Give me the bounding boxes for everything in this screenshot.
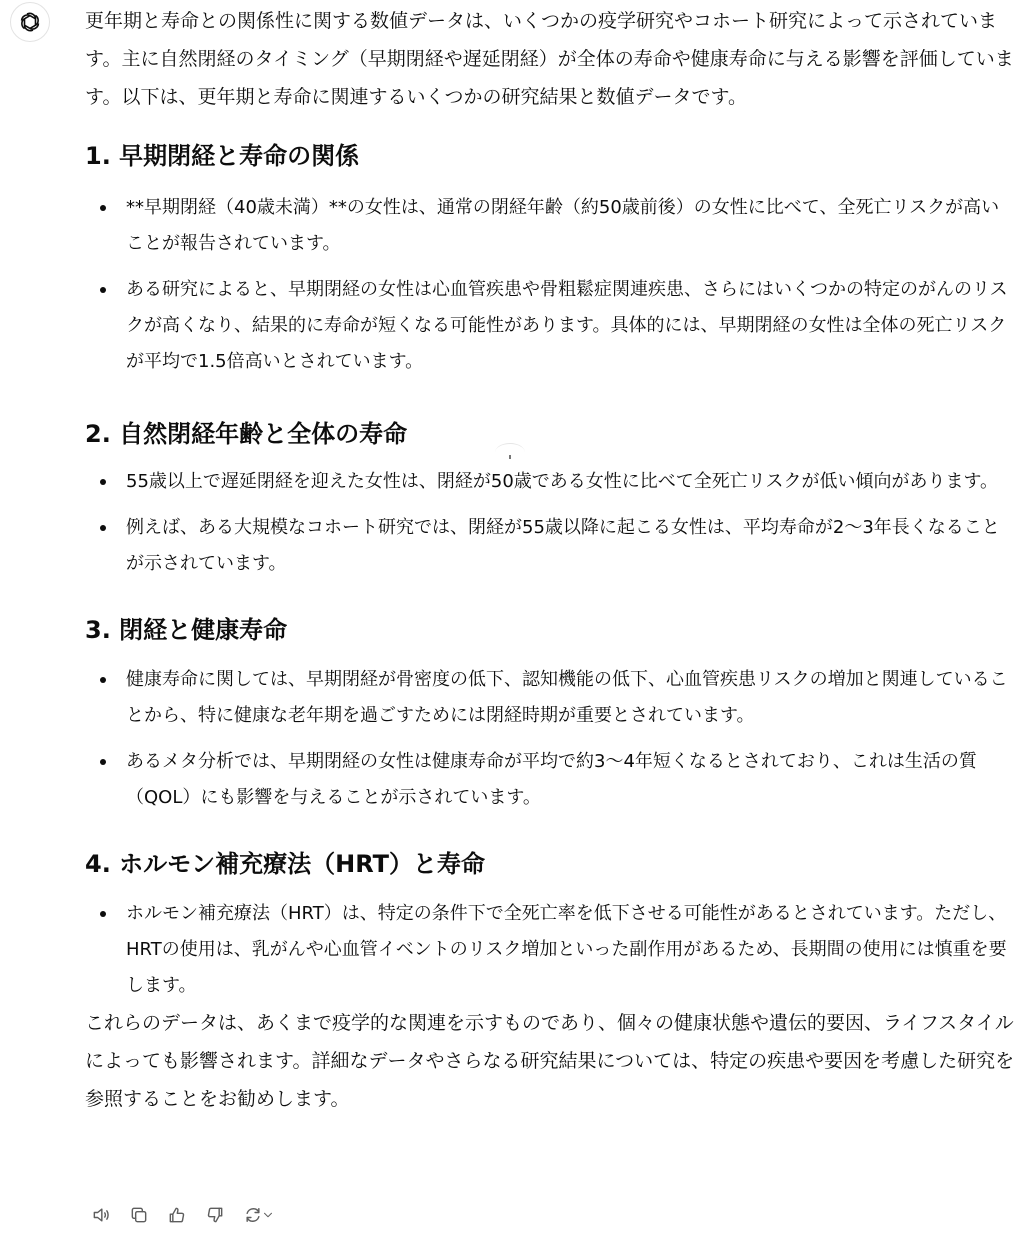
section-hrt bbox=[85, 846, 1017, 1004]
section-healthy-lifespan bbox=[85, 612, 1017, 816]
regenerate-button[interactable] bbox=[236, 1200, 282, 1230]
list-item: ある研究によると、早期閉経の女性は心血管疾患や骨粗鬆症関連疾患、さらにはいくつかの特定のがんのリスクが高くなり、結果的に寿命が短くなる可能性があります。具体的には、早期閉経の女性は全体の死亡リスクが平均で1.5倍高いとされています。 bbox=[85, 272, 1017, 380]
list-item: 健康寿命に関しては、早期閉経が骨密度の低下、認知機能の低下、心血管疾患リスクの増加と関連していることから、特に健康な老年期を過ごすためには閉経時期が重要とされています。 bbox=[85, 662, 1017, 734]
section-heading: 1. 早期閉経と寿命の関係 bbox=[85, 142, 360, 170]
bullet-list bbox=[85, 896, 1017, 1004]
bullet-list bbox=[85, 190, 1017, 380]
message-actions bbox=[84, 1200, 282, 1230]
intro-paragraph: 更年期と寿命との関係性に関する数値データは、いくつかの疫学研究やコホート研究によって示されています。主に自然閉経のタイミング（早期閉経や遅延閉経）が全体の寿命や健康寿命に与える影響を評価しています。以下は、更年期と寿命に関連するいくつかの研究結果と数値データです。 bbox=[85, 10, 1014, 108]
copy-button[interactable] bbox=[122, 1200, 156, 1230]
scroll-to-bottom-indicator[interactable] bbox=[495, 443, 525, 462]
thumbs-up-button[interactable] bbox=[160, 1200, 194, 1230]
section-natural-menopause-age bbox=[85, 416, 1017, 582]
read-aloud-button[interactable] bbox=[84, 1200, 118, 1230]
list-item: 55歳以上で遅延閉経を迎えた女性は、閉経が50歳である女性に比べて全死亡リスクが低い傾向があります。 bbox=[85, 464, 1017, 500]
list-item: 例えば、ある大規模なコホート研究では、閉経が55歳以降に起こる女性は、平均寿命が2〜3年長くなることが示されています。 bbox=[85, 510, 1017, 582]
list-item: ホルモン補充療法（HRT）は、特定の条件下で全死亡率を低下させる可能性があるとされています。ただし、HRTの使用は、乳がんや心血管イベントのリスク増加といった副作用があるため、長期間の使用には慎重を要します。 bbox=[85, 896, 1017, 1004]
assistant-avatar bbox=[10, 2, 50, 42]
read-aloud-icon bbox=[91, 1205, 111, 1225]
section-heading: 4. ホルモン補充療法（HRT）と寿命 bbox=[85, 850, 486, 878]
assistant-message bbox=[85, 2, 1017, 1118]
list-item: あるメタ分析では、早期閉経の女性は健康寿命が平均で約3〜4年短くなるとされており、これは生活の質（QOL）にも影響を与えることが示されています。 bbox=[85, 744, 1017, 816]
list-item: **早期閉経（40歳未満）**の女性は、通常の閉経年齢（約50歳前後）の女性に比べて、全死亡リスクが高いことが報告されています。 bbox=[85, 190, 1017, 262]
regenerate-icon bbox=[243, 1205, 263, 1225]
copy-icon bbox=[129, 1205, 149, 1225]
openai-logo-icon bbox=[18, 10, 42, 34]
section-heading: 2. 自然閉経年齢と全体の寿命 bbox=[85, 420, 408, 448]
bullet-list bbox=[85, 662, 1017, 816]
thumbs-down-icon bbox=[205, 1205, 225, 1225]
thumbs-up-icon bbox=[167, 1205, 187, 1225]
section-heading: 3. 閉経と健康寿命 bbox=[85, 616, 288, 644]
chevron-down-icon bbox=[261, 1208, 275, 1222]
section-early-menopause bbox=[85, 138, 1017, 380]
closing-paragraph: これらのデータは、あくまで疫学的な関連を示すものであり、個々の健康状態や遺伝的要因、ライフスタイルによっても影響されます。詳細なデータやさらなる研究結果については、特定の疾患や要因を考慮した研究を参照することをお勧めします。 bbox=[85, 1012, 1015, 1110]
bullet-list bbox=[85, 464, 1017, 582]
thumbs-down-button[interactable] bbox=[198, 1200, 232, 1230]
